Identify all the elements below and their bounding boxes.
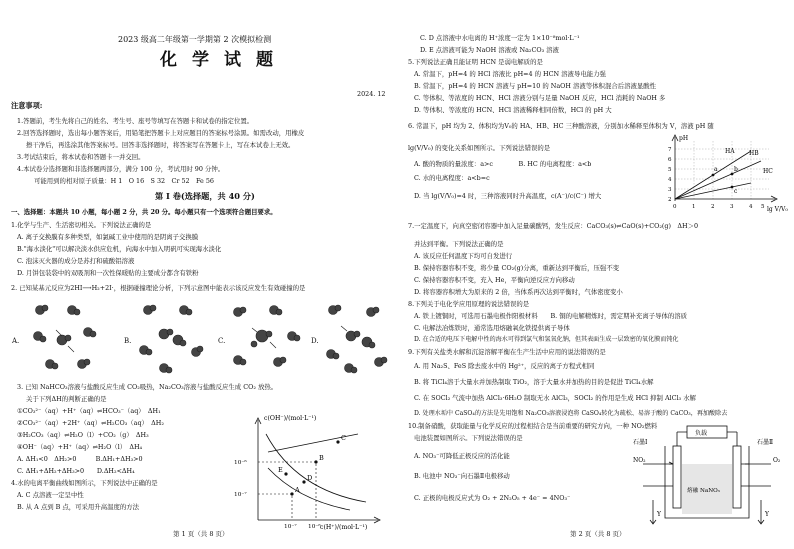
q2-option-label: A.: [12, 337, 20, 345]
q1-option: D. 月饼包装袋中的双吸剂和一次性保暖贴的主要成分都含有铁粉: [17, 269, 199, 277]
q10-left-electrode-label: 石墨Ⅰ: [633, 439, 648, 446]
q6-chart-ylabel: pH: [679, 135, 689, 142]
q2-option-b-figure: [134, 300, 209, 378]
part1-title: 第 Ⅰ 卷(选择题，共 40 分): [155, 191, 255, 201]
q2-option-label: C.: [218, 337, 226, 345]
q8-option: C. 电解法冶炼铁时，通常选用熔融氧化铁提供离子导体: [414, 324, 570, 332]
q10-right-electrode-label: 石墨Ⅱ: [757, 439, 774, 446]
notice-line: 1.答题前，考生先将自己的姓名、考生号、座号等填写在答题卡和试卷的指定位置。: [17, 117, 254, 125]
q10-load-label: 负载: [695, 430, 708, 437]
notice-heading: 注意事项:: [11, 101, 43, 110]
q10-right-gas-label: O₂: [773, 457, 781, 464]
notice-line: 4.本试卷分选择题和非选择题两部分，满分 100 分，考试用时 90 分钟。: [17, 165, 225, 173]
q7-stem: 7.一定温度下，向真空密闭容器中加入足量碳酸钙，发生反应：CaCO₃(s)⇌CaO(s)+CO₂(g) ΔH＞0: [408, 222, 699, 230]
q10-left-gas-label: NO₂: [633, 457, 646, 464]
q1-option: B."海水淡化"可以解决淡水供应危机，向海水中加入明矾可实现海水淡化: [17, 245, 222, 253]
q6-chart-series-label: HA: [725, 148, 735, 155]
q4-chart: [228, 412, 393, 530]
q8-stem: 8.下列关于电化学应用原理的说法错误的是: [408, 300, 530, 308]
q4-chart-xlabel: c(H⁺)/(mol·L⁻¹): [320, 524, 368, 530]
q7-option: C. 保持容器容积不变，充入 He，平衡向逆反应方向移动: [414, 276, 575, 284]
q6-chart-ytick: 2: [668, 197, 672, 203]
q7-option: B. 保持容器容积不变，将少量 CO₂(g)分离，重新达到平衡后，压强不变: [414, 264, 620, 272]
q5-option: D. 等体积、等浓度的 HCN、HCl 溶液稀释相同倍数，HCl 的 pH 大: [414, 106, 612, 114]
q6-option: D. 当 lg(V/V₀)=4 时，三种溶液同时升高温度，c(A⁻)/c(C⁻) 增大: [414, 192, 602, 200]
q9-option: C. 在 SOCl₂ 气流中加热 AlCl₃·6H₂O 制取无水 AlCl₃，SOCl₂ 的作用是生成 HCl 抑制 AlCl₃ 水解: [414, 394, 696, 402]
q4-chart-xtick: 10⁻⁷: [284, 524, 297, 530]
q6-chart-point-label: a: [714, 166, 718, 173]
q2-stem: 2. 已知某基元反应为2HI⟶H₂+2I·，根据碰撞理论分析，下列示意图中能表示该反应发生有效碰撞的是: [11, 284, 306, 292]
notice-line: 可能用到的相对原子质量：H 1 O 16 S 32 Cr 52 Fe 56: [34, 177, 215, 185]
page-footer: 第 1 页（共 8 页）: [173, 530, 229, 538]
q6-chart-point-label: b: [734, 166, 738, 173]
q4-chart-point-label: E: [278, 466, 283, 474]
q6-chart-xtick: 5: [761, 204, 765, 210]
q3-equation: ③H₂CO₃（aq）⇌H₂O（l）+CO₂（g） ΔH₃: [17, 431, 149, 439]
q5-option: C. 等体积、等浓度的 HCN、HCl 溶液分别与足量 NaOH 反应，HCl 消耗的 NaOH 多: [414, 94, 666, 102]
q9-option: B. 将 TiCl₄溶于大量水并加热制取 TiO₂，溶于大量水并加热的目的是促进 TiCl₄水解: [414, 378, 654, 386]
q4-chart-point-label: C: [341, 434, 346, 442]
q7-option: A. 该反应任何温度下均可自发进行: [414, 252, 513, 260]
q6-chart-xtick: 0: [673, 204, 677, 210]
q4-option: C. D 点溶液中水电离的 H⁺浓度一定为 1×10⁻⁸mol·L⁻¹: [420, 34, 580, 42]
q4-chart-point-label: D: [307, 474, 313, 482]
q5-stem: 5.下列说法正确且能证明 HCN 是弱电解质的是: [408, 58, 543, 66]
q9-option: A. 用 Na₂S、FeS 除去废水中的 Hg²⁺，反应的离子方程式相同: [414, 362, 595, 370]
q6-chart-ytick: 7: [668, 147, 672, 153]
q1-option: C. 泡沫灭火器的成分是苏打和硫酸铝溶液: [17, 257, 135, 265]
q6-chart-xtick: 2: [711, 204, 715, 210]
q4-chart-ylabel: c(OH⁻)/(mol·L⁻¹): [264, 415, 317, 422]
exam-header: 2023 级高二年级第一学期第 2 次模拟检测: [118, 35, 272, 44]
q6-chart-ytick: 3: [668, 187, 672, 193]
q6-chart-point-label: c: [734, 188, 738, 195]
q4-chart-xtick: 10⁻⁶: [308, 524, 321, 530]
q9-option: D. 处理水垢中 CaSO₄的方法是先用饱和 Na₂CO₃溶液浸泡将 CaSO₄转化为疏松、易溶于酸的 CaCO₃，再加酸除去: [414, 410, 728, 417]
q1-option: A. 离子交换膜有多种类型，如氯碱工业中使用的是阴离子交换膜: [17, 233, 199, 241]
q3-stem: 关于下列ΔH的判断正确的是: [26, 395, 107, 403]
q6-chart-ytick: 5: [668, 167, 672, 173]
q3-equation: ②CO₃²⁻（aq）+2H⁺（aq）⇌H₂CO₃（aq） ΔH₂: [17, 419, 164, 427]
page-2: [397, 0, 794, 549]
q6-chart-ytick: 6: [668, 157, 672, 163]
q6-stem: 6. 常温下，pH 均为 2、体积均为V₀的 HA、HB、HC 三种酸溶液，分别加水稀释至体积为 V，溶液 pH 随: [408, 122, 714, 130]
q2-option-d-figure: [321, 300, 395, 378]
q10-option: A. NO₃⁻可降低正极反应的活化能: [414, 452, 510, 460]
q6-chart: [657, 133, 792, 215]
q2-option-a-figure: [28, 300, 103, 378]
q3-equation: ①CO₃²⁻（aq）+H⁺（aq）⇌HCO₃⁻（aq） ΔH₁: [17, 407, 161, 415]
q6-chart-ytick: 4: [668, 177, 672, 183]
exam-date: 2024. 12: [357, 90, 386, 98]
page-footer: 第 2 页（共 8 页）: [570, 530, 626, 538]
q4-chart-point-label: B: [319, 454, 324, 462]
q10-option: B. 电池中 NO₃⁻向石墨Ⅱ电极移动: [414, 472, 510, 480]
q10-option: C. 正极的电极反应式为 O₂ + 2N₂O₅ + 4e⁻ = 4NO₃⁻: [414, 494, 571, 502]
q3-stem: 3. 已知 NaHCO₃溶液与盐酸反应生成 CO₂吸热，Na₂CO₃溶液与盐酸反应生成 CO₂ 放热。: [17, 383, 278, 391]
q6-option: A. 酸的物质的量浓度：a>c B. HC 的电离程度：a<b: [414, 160, 592, 168]
q4-chart-ytick: 10⁻⁶: [234, 460, 247, 466]
q10-right-product-label: Y: [765, 511, 769, 518]
q3-option: C. ΔH₁+ΔH₂+ΔH₃>0 D.ΔH₂<ΔH₄: [17, 467, 135, 475]
q6-chart-xtick: 3: [730, 204, 734, 210]
notice-line: 3.考试结束后，将本试卷和答题卡一并交回。: [17, 153, 145, 161]
q1-stem: 1.化学与生产、生活密切相关。下列说法正确的是: [11, 221, 152, 229]
q4-option: D. E 点溶液可能为 NaOH 溶液或 Na₂CO₃ 溶液: [420, 46, 559, 54]
q4-chart-ytick: 10⁻⁷: [234, 492, 247, 498]
q2-option-label: D.: [311, 337, 319, 345]
notice-line: 2.回答选择题时，选出每小题答案后，用铅笔把答题卡上对应题目的答案标号涂黑。如需改动，用橡皮: [17, 129, 305, 137]
q6-chart-xlabel: lg V/V₀: [767, 206, 788, 213]
notice-line: 擦干净后，再选涂其他答案标号。回答非选择题时，将答案写在答题卡上，写在本试卷上无效。: [26, 141, 295, 149]
q10-electrolyte-label: 熔融 NaNO₃: [687, 488, 720, 494]
q2-option-c-figure: [226, 300, 304, 378]
q4-chart-point-label: A: [295, 486, 300, 494]
section1-heading: 一、选择题：本题共 10 小题，每小题 2 分，共 20 分。每小题只有一个选项符合题目要求。: [11, 208, 277, 216]
q9-stem: 9.下列有关盐类水解和沉淀溶解平衡在生产生活中应用的说法错误的是: [408, 348, 606, 356]
q8-option: D. 在合适的电压下电解中性的海水可得到氯气和氢氧化钠，但其表面生成一层致密的氧化膜而钝化: [414, 336, 679, 343]
q4-stem: 4.水的电离平衡曲线如图所示，下列说法中正确的是: [11, 479, 158, 487]
q6-chart-series-label: HC: [763, 168, 773, 175]
q2-option-label: B.: [124, 337, 132, 345]
q10-left-product-label: Y: [657, 511, 661, 518]
q7-stem: 并达到平衡。下列说法正确的是: [414, 240, 504, 248]
q10-fuel-cell-diagram: [629, 424, 789, 528]
q3-option: A. ΔH₁<0 ΔH₂>0 B.ΔH₁+ΔH₃>0: [17, 455, 143, 463]
q5-option: B. 常温下，pH=4 的 HCN 溶液与 pH=10 的 NaOH 溶液等体积混合后溶液显酸性: [414, 82, 657, 90]
q10-stem: 电池装置如图所示。下列说法错误的是: [414, 434, 523, 442]
page-title: 化学试题: [160, 50, 288, 70]
q6-stem: lg(V/V₀) 的变化关系如图所示。下列说法错误的是: [408, 144, 551, 152]
q6-chart-xtick: 1: [692, 204, 696, 210]
q8-option: A. 铁上镀铜时，可选用石墨电极作阳极材料 B. 铜的电解精炼时，需定期补充离子导体的溶质: [414, 312, 688, 320]
q7-option: D. 将容器容积增大为原来的 2 倍，当体系再次达到平衡时，气体密度变小: [414, 288, 623, 296]
q3-equation: ④OH⁻（aq）+H⁺（aq）⇌H₂O（l） ΔH₄: [17, 443, 143, 451]
q10-stem: 10.制备硝酸，获取能量与化学反应的过程相结合是当前重要的研究方向，一种 NO₂燃料: [408, 422, 658, 430]
q6-chart-xtick: 4: [749, 204, 753, 210]
q5-option: A. 常温下，pH=4 的 HCl 溶液比 pH=4 的 HCN 溶液导电能力强: [414, 70, 606, 78]
q6-chart-series-label: HB: [749, 150, 759, 157]
q4-option: B. 从 A 点到 B 点，可采用升高温度的方法: [17, 503, 140, 511]
q6-option: C. 水的电离程度：a<b=c: [414, 174, 490, 182]
q4-option: A. C 点溶液一定呈中性: [17, 491, 84, 499]
